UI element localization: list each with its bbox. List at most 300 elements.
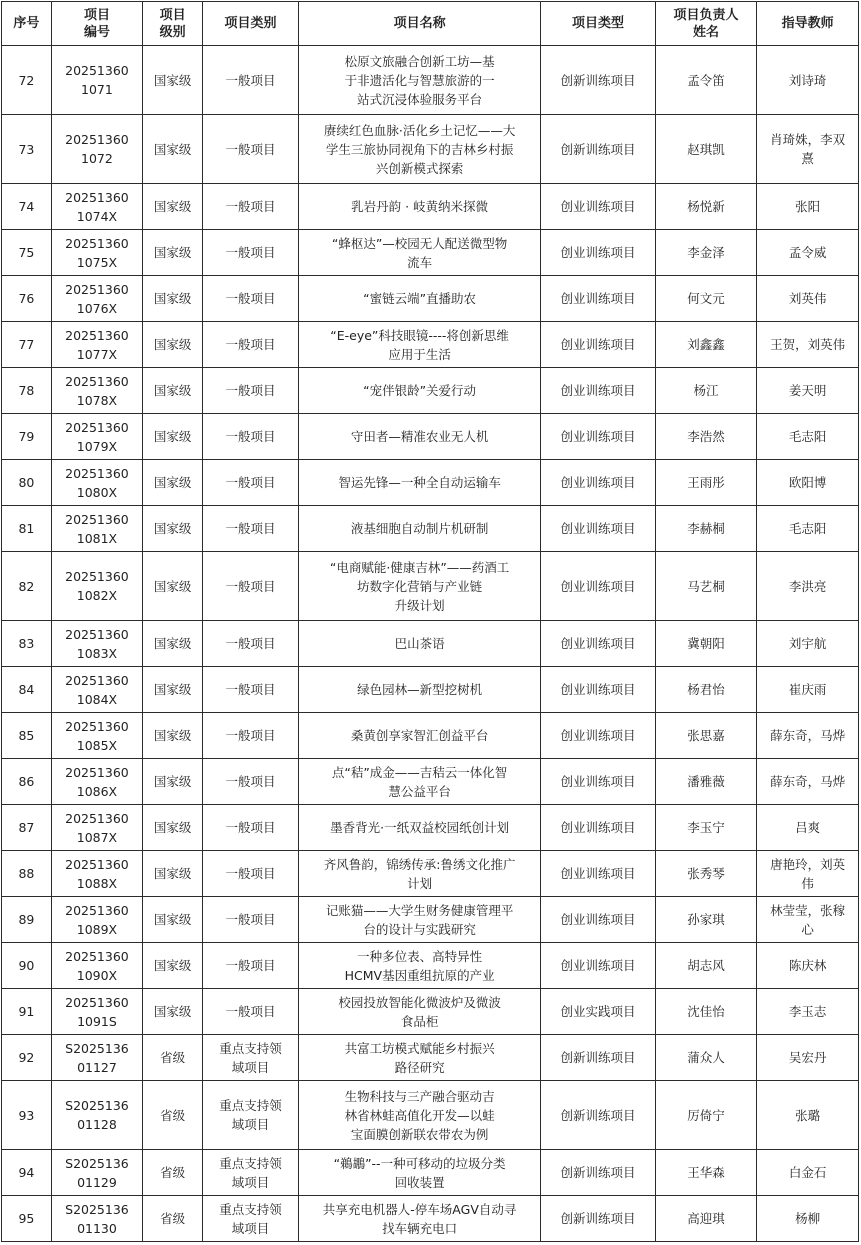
cell-advisor-line: 刘宇航 xyxy=(788,636,827,651)
cell-category xyxy=(203,276,298,322)
cell-type: 创业训练项目 xyxy=(541,368,655,414)
cell-advisor-line: 张阳 xyxy=(795,199,821,214)
project-table xyxy=(1,1,859,1242)
table-row xyxy=(2,1150,859,1196)
table-row xyxy=(2,230,859,276)
cell-code-line: 20251360 xyxy=(65,189,129,205)
table-row xyxy=(2,1081,859,1150)
cell-name-line: 墨香背光·一纸双益校园纸创计划 xyxy=(330,820,510,835)
cell-code-line: 1082X xyxy=(76,588,118,603)
cell-code xyxy=(51,1196,142,1242)
cell-advisor-line: 薛东奇，马烨 xyxy=(770,774,846,789)
cell-name-line: 升级计划 xyxy=(394,597,445,613)
header-leader xyxy=(655,2,757,46)
cell-code-line: 20251360 xyxy=(65,281,129,297)
cell-code-line: 1080X xyxy=(76,484,118,500)
cell-leader: 王雨彤 xyxy=(655,460,757,506)
cell-category-line: 域项目 xyxy=(231,1220,270,1236)
table-body xyxy=(2,46,859,1242)
cell-code-line: 1087X xyxy=(76,829,118,845)
cell-advisor xyxy=(757,460,859,506)
cell-name-line: 学生三旅协同视角下的吉林乡村振 xyxy=(325,141,514,157)
cell-category-line: 一般项目 xyxy=(225,475,276,490)
table-row xyxy=(2,805,859,851)
cell-type: 创业训练项目 xyxy=(541,667,655,713)
cell-level: 国家级 xyxy=(143,667,203,713)
cell-code-line: 20251360 xyxy=(65,327,129,343)
cell-advisor xyxy=(757,713,859,759)
cell-no: 75 xyxy=(2,230,52,276)
cell-name-line: 赓续红色血脉·活化乡土记忆——大 xyxy=(323,122,516,138)
cell-advisor-line: 欧阳博 xyxy=(788,475,827,490)
cell-advisor xyxy=(757,414,859,460)
cell-code xyxy=(51,115,142,184)
cell-name xyxy=(298,46,541,115)
cell-type: 创业训练项目 xyxy=(541,506,655,552)
cell-no: 93 xyxy=(2,1081,52,1150)
cell-name-line: 一种多位表、高特异性 xyxy=(357,948,483,964)
cell-code xyxy=(51,943,142,989)
table-row xyxy=(2,460,859,506)
cell-code-line: 20251360 xyxy=(65,856,129,872)
cell-name-line: 于非遗活化与智慧旅游的一 xyxy=(344,72,495,88)
cell-name xyxy=(298,1035,541,1081)
cell-advisor-line: 陈庆林 xyxy=(788,958,827,973)
cell-name-line: “电商赋能·健康吉林”——药酒工 xyxy=(329,559,510,575)
cell-name xyxy=(298,1081,541,1150)
header-leader-line: 姓名 xyxy=(692,24,719,40)
cell-category-line: 域项目 xyxy=(231,1174,270,1190)
table-row xyxy=(2,552,859,621)
cell-category-line: 一般项目 xyxy=(225,912,276,927)
cell-name xyxy=(298,414,541,460)
cell-code xyxy=(51,1035,142,1081)
table-row xyxy=(2,276,859,322)
cell-name-line: 找车辆充电口 xyxy=(382,1220,458,1236)
cell-advisor-line: 肖琦姝，李双 xyxy=(770,132,846,147)
cell-name xyxy=(298,621,541,667)
cell-name-line: 智运先锋—一种全自动运输车 xyxy=(338,475,501,490)
cell-name-line: 路径研究 xyxy=(394,1059,445,1075)
cell-advisor xyxy=(757,943,859,989)
cell-name-line: “E-eye”科技眼镜----将创新思维 xyxy=(330,327,509,343)
cell-category-line: 一般项目 xyxy=(225,245,276,260)
cell-no: 94 xyxy=(2,1150,52,1196)
cell-leader: 蒲众人 xyxy=(655,1035,757,1081)
cell-advisor-line: 李洪亮 xyxy=(788,578,827,594)
cell-code-line: 1078X xyxy=(76,392,118,408)
cell-code-line: 20251360 xyxy=(65,569,129,584)
cell-code-line: 1083X xyxy=(76,645,118,661)
cell-category-line: 一般项目 xyxy=(225,72,276,88)
cell-level: 国家级 xyxy=(143,368,203,414)
table-row xyxy=(2,414,859,460)
header-leader-line: 项目负责人 xyxy=(673,7,739,23)
cell-leader: 李浩然 xyxy=(655,414,757,460)
cell-name-line: 点“秸”成金——吉秸云一体化智 xyxy=(331,764,508,780)
cell-no: 91 xyxy=(2,989,52,1035)
cell-advisor xyxy=(757,1196,859,1242)
cell-code-line: 01130 xyxy=(77,1220,117,1236)
cell-name-line: 齐风鲁韵，锦绣传承:鲁绣文化推广 xyxy=(323,856,516,872)
cell-advisor-line: 熹 xyxy=(801,151,814,166)
cell-code-line: S2025136 xyxy=(65,1040,129,1056)
cell-code xyxy=(51,897,142,943)
cell-name xyxy=(298,943,541,989)
cell-name-line: 慧公益平台 xyxy=(388,783,451,799)
cell-category-line: 重点支持领 xyxy=(219,1040,282,1056)
cell-type: 创业训练项目 xyxy=(541,414,655,460)
cell-code-line: 1072 xyxy=(81,151,113,166)
cell-name-line: 回收装置 xyxy=(394,1174,445,1190)
cell-advisor-line: 王贺，刘英伟 xyxy=(770,337,846,352)
cell-no: 88 xyxy=(2,851,52,897)
cell-category-line: 一般项目 xyxy=(225,521,276,536)
cell-name-line: 校园投放智能化微波炉及微波 xyxy=(338,994,501,1010)
cell-level: 省级 xyxy=(143,1196,203,1242)
cell-no: 72 xyxy=(2,46,52,115)
cell-category xyxy=(203,943,298,989)
cell-leader: 冀朝阳 xyxy=(655,621,757,667)
cell-level: 国家级 xyxy=(143,276,203,322)
cell-no: 84 xyxy=(2,667,52,713)
cell-code-line: 20251360 xyxy=(65,235,129,251)
cell-leader: 张秀琴 xyxy=(655,851,757,897)
cell-category-line: 一般项目 xyxy=(225,429,276,444)
cell-code-line: 1071 xyxy=(81,82,113,97)
cell-code-line: S2025136 xyxy=(65,1098,129,1113)
cell-name-line: 乳岩丹韵 · 岐黄纳米探微 xyxy=(351,199,489,214)
table-row xyxy=(2,621,859,667)
cell-code-line: 20251360 xyxy=(65,132,129,147)
cell-type: 创业实践项目 xyxy=(541,989,655,1035)
header-advisor: 指导教师 xyxy=(757,2,859,46)
cell-no: 92 xyxy=(2,1035,52,1081)
cell-level: 省级 xyxy=(143,1150,203,1196)
cell-advisor xyxy=(757,989,859,1035)
cell-name-line: 守田者—精准农业无人机 xyxy=(350,429,489,444)
cell-category xyxy=(203,851,298,897)
cell-name xyxy=(298,184,541,230)
cell-name xyxy=(298,1196,541,1242)
cell-level: 国家级 xyxy=(143,322,203,368)
cell-code xyxy=(51,230,142,276)
cell-code-line: 20251360 xyxy=(65,948,129,964)
cell-name-line: 计划 xyxy=(407,875,433,891)
cell-code xyxy=(51,667,142,713)
cell-leader: 杨江 xyxy=(655,368,757,414)
cell-name-line: “蜜链云端”直播助农 xyxy=(363,291,477,306)
cell-code-line: 1085X xyxy=(76,737,118,753)
cell-category xyxy=(203,759,298,805)
cell-advisor xyxy=(757,759,859,805)
cell-level: 国家级 xyxy=(143,805,203,851)
table-row xyxy=(2,506,859,552)
cell-type: 创业训练项目 xyxy=(541,805,655,851)
table-row xyxy=(2,897,859,943)
header-code-line: 编号 xyxy=(83,24,110,40)
cell-category xyxy=(203,989,298,1035)
cell-type: 创业训练项目 xyxy=(541,897,655,943)
cell-leader: 高迎琪 xyxy=(655,1196,757,1242)
table-row xyxy=(2,713,859,759)
cell-type: 创新训练项目 xyxy=(541,46,655,115)
cell-code xyxy=(51,713,142,759)
table-row xyxy=(2,759,859,805)
cell-no: 81 xyxy=(2,506,52,552)
cell-name xyxy=(298,230,541,276)
cell-name xyxy=(298,759,541,805)
cell-no: 82 xyxy=(2,552,52,621)
cell-category-line: 一般项目 xyxy=(225,774,276,789)
cell-category-line: 一般项目 xyxy=(225,578,276,594)
cell-code xyxy=(51,759,142,805)
table-row xyxy=(2,184,859,230)
cell-code-line: 1074X xyxy=(76,208,118,224)
cell-category xyxy=(203,460,298,506)
cell-no: 87 xyxy=(2,805,52,851)
cell-level: 国家级 xyxy=(143,115,203,184)
cell-leader: 赵琪凯 xyxy=(655,115,757,184)
cell-code-line: 01129 xyxy=(77,1174,117,1190)
cell-code xyxy=(51,1150,142,1196)
cell-leader: 杨悦新 xyxy=(655,184,757,230)
cell-code xyxy=(51,414,142,460)
cell-advisor xyxy=(757,1081,859,1150)
cell-advisor xyxy=(757,115,859,184)
cell-name-line: 记账猫——大学生财务健康管理平 xyxy=(325,902,514,918)
cell-name xyxy=(298,805,541,851)
cell-code-line: 20251360 xyxy=(65,373,129,389)
cell-type: 创业训练项目 xyxy=(541,276,655,322)
cell-category xyxy=(203,1196,298,1242)
cell-code-line: 1091S xyxy=(77,1013,117,1029)
cell-level: 国家级 xyxy=(143,460,203,506)
cell-name-line: 台的设计与实践研究 xyxy=(363,921,476,937)
cell-category xyxy=(203,368,298,414)
cell-advisor-line: 刘英伟 xyxy=(788,291,827,306)
cell-code xyxy=(51,621,142,667)
cell-advisor xyxy=(757,368,859,414)
cell-category xyxy=(203,1150,298,1196)
cell-category-line: 一般项目 xyxy=(225,682,276,697)
cell-type: 创业训练项目 xyxy=(541,621,655,667)
cell-name xyxy=(298,368,541,414)
cell-category xyxy=(203,1035,298,1081)
cell-no: 90 xyxy=(2,943,52,989)
cell-code-line: 20251360 xyxy=(65,419,129,435)
cell-name xyxy=(298,897,541,943)
cell-advisor xyxy=(757,46,859,115)
cell-name-line: “宠伴银龄”关爱行动 xyxy=(363,383,477,398)
cell-code-line: 1075X xyxy=(76,254,118,270)
cell-code xyxy=(51,276,142,322)
cell-leader: 孙家琪 xyxy=(655,897,757,943)
cell-no: 80 xyxy=(2,460,52,506)
cell-code-line: 1081X xyxy=(76,530,118,546)
cell-name-line: 流车 xyxy=(407,254,433,270)
cell-name xyxy=(298,667,541,713)
cell-level: 国家级 xyxy=(143,552,203,621)
cell-category-line: 重点支持领 xyxy=(219,1155,282,1171)
cell-category xyxy=(203,506,298,552)
cell-advisor xyxy=(757,851,859,897)
cell-category-line: 域项目 xyxy=(231,1117,270,1132)
cell-leader: 李玉宁 xyxy=(655,805,757,851)
cell-code xyxy=(51,506,142,552)
cell-name xyxy=(298,276,541,322)
table-row xyxy=(2,667,859,713)
cell-category-line: 一般项目 xyxy=(225,199,276,214)
cell-code-line: 1084X xyxy=(76,691,118,707)
cell-category-line: 一般项目 xyxy=(225,383,276,398)
cell-no: 89 xyxy=(2,897,52,943)
cell-name-line: 巴山茶语 xyxy=(394,636,445,651)
cell-category xyxy=(203,667,298,713)
cell-type: 创业训练项目 xyxy=(541,322,655,368)
cell-advisor-line: 姜天明 xyxy=(788,383,827,398)
cell-code-line: 20251360 xyxy=(65,764,129,780)
header-no: 序号 xyxy=(2,2,52,46)
cell-leader: 李金泽 xyxy=(655,230,757,276)
table-row xyxy=(2,46,859,115)
cell-level: 国家级 xyxy=(143,46,203,115)
cell-leader: 李赫桐 xyxy=(655,506,757,552)
cell-name-line: 应用于生活 xyxy=(388,346,451,362)
table-row xyxy=(2,943,859,989)
cell-category xyxy=(203,230,298,276)
cell-type: 创新训练项目 xyxy=(541,115,655,184)
table-row xyxy=(2,115,859,184)
cell-level: 国家级 xyxy=(143,506,203,552)
cell-no: 86 xyxy=(2,759,52,805)
cell-type: 创业训练项目 xyxy=(541,552,655,621)
cell-advisor xyxy=(757,621,859,667)
cell-level: 国家级 xyxy=(143,713,203,759)
cell-category xyxy=(203,46,298,115)
cell-category-line: 一般项目 xyxy=(225,1004,276,1019)
cell-name-line: 站式沉浸体验服务平台 xyxy=(357,91,483,107)
cell-type: 创业训练项目 xyxy=(541,184,655,230)
cell-type: 创新训练项目 xyxy=(541,1081,655,1150)
cell-category xyxy=(203,805,298,851)
cell-advisor-line: 白金石 xyxy=(788,1165,827,1180)
cell-advisor xyxy=(757,506,859,552)
cell-code xyxy=(51,851,142,897)
header-level-line: 级别 xyxy=(159,24,186,40)
table-row xyxy=(2,1196,859,1242)
cell-code xyxy=(51,322,142,368)
cell-name-line: HCMV基因重组抗原的产业 xyxy=(344,967,495,983)
header-type: 项目类型 xyxy=(541,2,655,46)
cell-name xyxy=(298,322,541,368)
header-code-line: 项目 xyxy=(83,7,110,23)
cell-category xyxy=(203,621,298,667)
cell-category xyxy=(203,897,298,943)
cell-no: 83 xyxy=(2,621,52,667)
cell-advisor-line: 伟 xyxy=(801,875,814,891)
cell-level: 国家级 xyxy=(143,943,203,989)
cell-code-line: 1079X xyxy=(76,438,118,454)
cell-category xyxy=(203,322,298,368)
cell-advisor xyxy=(757,276,859,322)
cell-code xyxy=(51,368,142,414)
cell-code xyxy=(51,805,142,851)
cell-leader: 胡志风 xyxy=(655,943,757,989)
table-row xyxy=(2,322,859,368)
cell-advisor-line: 林莹莹，张稼 xyxy=(770,902,846,918)
cell-code-line: 20251360 xyxy=(65,63,129,78)
cell-level: 省级 xyxy=(143,1081,203,1150)
cell-category xyxy=(203,414,298,460)
cell-category-line: 域项目 xyxy=(231,1059,270,1075)
cell-advisor-line: 唐艳玲，刘英 xyxy=(770,856,846,872)
header-level xyxy=(143,2,203,46)
cell-type: 创业训练项目 xyxy=(541,460,655,506)
cell-code xyxy=(51,552,142,621)
cell-category-line: 一般项目 xyxy=(225,636,276,651)
cell-advisor xyxy=(757,805,859,851)
table-row xyxy=(2,368,859,414)
cell-category-line: 重点支持领 xyxy=(219,1098,282,1113)
cell-level: 国家级 xyxy=(143,897,203,943)
cell-advisor xyxy=(757,667,859,713)
cell-name xyxy=(298,460,541,506)
cell-leader: 孟令笛 xyxy=(655,46,757,115)
cell-level: 国家级 xyxy=(143,414,203,460)
cell-name xyxy=(298,713,541,759)
cell-advisor-line: 毛志阳 xyxy=(788,429,827,444)
cell-advisor-line: 毛志阳 xyxy=(788,521,827,536)
cell-name-line: 液基细胞自动制片机研制 xyxy=(350,521,489,536)
cell-level: 国家级 xyxy=(143,759,203,805)
cell-code-line: 1086X xyxy=(76,783,118,799)
cell-type: 创业训练项目 xyxy=(541,851,655,897)
cell-code-line: 1076X xyxy=(76,300,118,316)
cell-category xyxy=(203,713,298,759)
cell-name-line: “鵜鶘”--一种可移动的垃圾分类 xyxy=(333,1155,506,1171)
cell-level: 省级 xyxy=(143,1035,203,1081)
cell-advisor-line: 刘诗琦 xyxy=(788,72,827,88)
cell-type: 创新训练项目 xyxy=(541,1196,655,1242)
cell-level: 国家级 xyxy=(143,851,203,897)
cell-name-line: 桑黄创享家智汇创益平台 xyxy=(350,728,489,743)
cell-code-line: 20251360 xyxy=(65,994,129,1010)
cell-category-line: 一般项目 xyxy=(225,141,276,157)
cell-code-line: 1077X xyxy=(76,346,118,362)
cell-no: 77 xyxy=(2,322,52,368)
cell-code-line: 1090X xyxy=(76,967,118,983)
cell-no: 78 xyxy=(2,368,52,414)
cell-code-line: 20251360 xyxy=(65,672,129,688)
cell-type: 创业训练项目 xyxy=(541,943,655,989)
cell-advisor-line: 心 xyxy=(801,921,814,937)
cell-name xyxy=(298,115,541,184)
cell-name-line: 食品柜 xyxy=(400,1013,439,1029)
header-name: 项目名称 xyxy=(298,2,541,46)
cell-code-line: S2025136 xyxy=(65,1201,129,1217)
cell-name xyxy=(298,1150,541,1196)
cell-leader: 张思嘉 xyxy=(655,713,757,759)
cell-category-line: 重点支持领 xyxy=(219,1201,282,1217)
cell-name-line: 林省林蛙高值化开发—以蛙 xyxy=(344,1107,495,1123)
cell-name-line: 共富工坊模式赋能乡村振兴 xyxy=(344,1040,495,1056)
cell-advisor xyxy=(757,897,859,943)
cell-code-line: S2025136 xyxy=(65,1155,129,1171)
cell-name xyxy=(298,506,541,552)
cell-code xyxy=(51,460,142,506)
cell-category xyxy=(203,115,298,184)
